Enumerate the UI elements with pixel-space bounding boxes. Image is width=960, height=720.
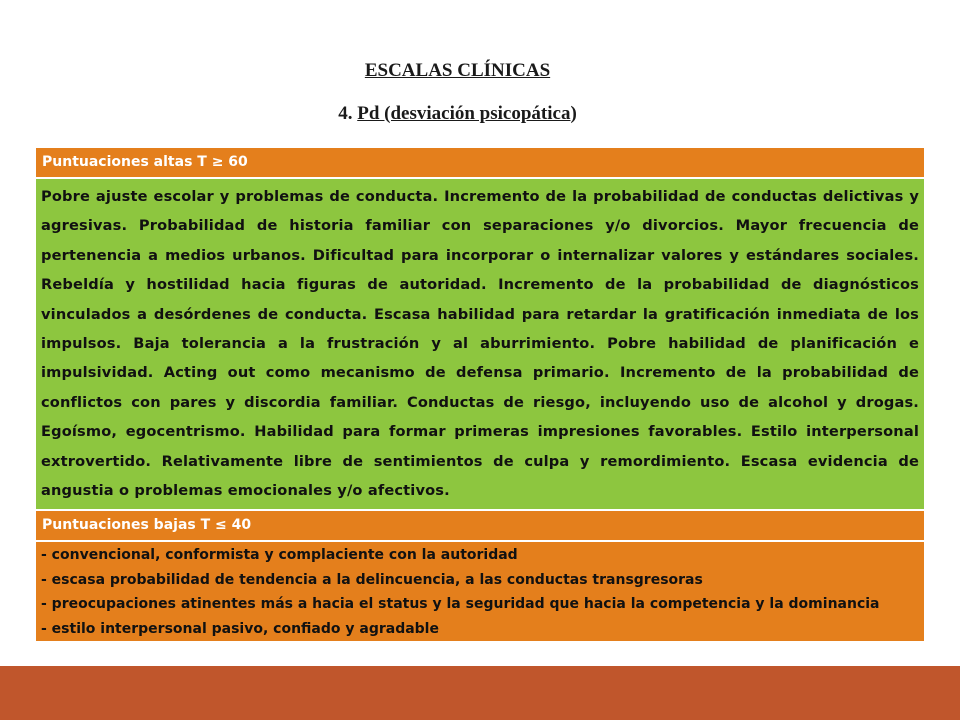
high-scores-header: Puntuaciones altas T ≥ 60 xyxy=(36,148,924,179)
high-scores-description: Pobre ajuste escolar y problemas de conducta. Incremento de la probabilidad de conductas delictivas y agresivas. Probabilidad de historia familiar con separaciones y/o divorcios. Mayor frecuencia de pertenencia a medios urbanos. Dificultad para incorporar o internalizar valores y estándares sociales. Rebeldía y hostilidad hacia figuras de autoridad. Incremento de la probabilidad de diagnósticos vinculados a desórdenes de conducta. Escasa habilidad para retardar la gratificación inmediata de los impulsos. Baja tolerancia a la frustración y al aburrimiento. Pobre habilidad de planificación e impulsividad. Acting out como mecanismo de defensa primario. Incremento de la probabilidad de conflictos con pares y discordia familiar. Conductas de riesgo, incluyendo uso de alcohol y drogas. Egoísmo, egocentrismo. Habilidad para formar primeras impresiones favorables. Estilo interpersonal extrovertido. Relativamente libre de sentimientos de culpa y remordimiento. Escasa evidencia de angustia o problemas emocionales y/o afectivos. xyxy=(36,179,924,511)
low-scores-header: Puntuaciones bajas T ≤ 40 xyxy=(36,511,924,542)
page-title: ESCALAS CLÍNICAS xyxy=(364,60,551,81)
subtitle-suffix: ) xyxy=(570,103,577,124)
footer-band xyxy=(0,666,960,720)
scores-table xyxy=(34,146,926,643)
low-score-item: - escasa probabilidad de tendencia a la delincuencia, a las conductas transgresoras xyxy=(41,571,703,588)
subtitle-prefix: 4. xyxy=(338,103,358,124)
subtitle-scale-name: Pd (desviación psicopática xyxy=(357,103,571,124)
low-score-item: - estilo interpersonal pasivo, confiado y agradable xyxy=(41,620,439,637)
page-subtitle xyxy=(0,103,915,125)
low-scores-description xyxy=(36,542,924,641)
low-score-item: - convencional, conformista y complaciente con la autoridad xyxy=(41,547,518,564)
low-score-item: - preocupaciones atinentes más a hacia el status y la seguridad que hacia la competencia y la dominancia xyxy=(41,596,880,613)
